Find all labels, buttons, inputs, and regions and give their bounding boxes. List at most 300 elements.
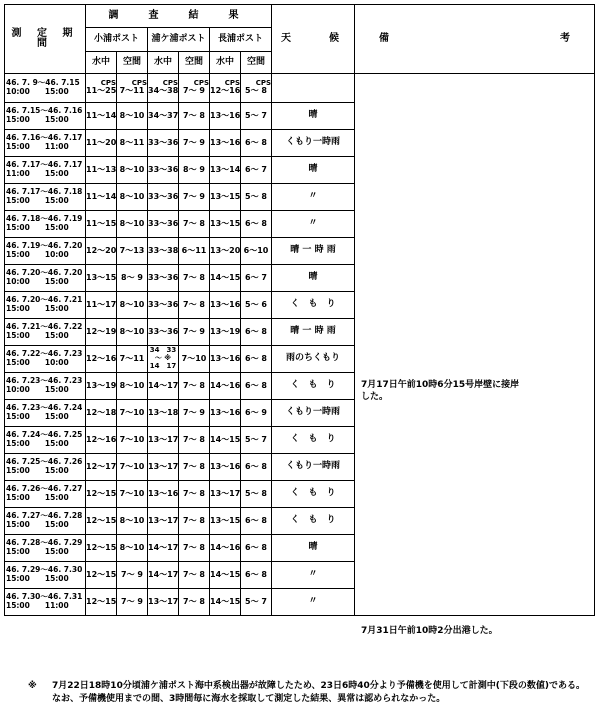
value-cell <box>117 535 148 562</box>
value-cell <box>210 481 241 508</box>
period-dates: 46. 7.17～46. 7.18 <box>6 187 83 197</box>
period-dates: 46. 7.22～46. 7.23 <box>6 349 83 359</box>
remark-berthing: 7月17日午前10時6分15号岸壁に接岸した。 <box>361 380 520 402</box>
value-cell <box>241 535 272 562</box>
period-cell <box>5 238 86 265</box>
value-text: 14～17 <box>148 569 179 579</box>
weather-cell: 晴 <box>272 157 355 184</box>
value-text: 14～16 <box>210 542 241 552</box>
value-cell <box>117 238 148 265</box>
value-cell <box>86 211 117 238</box>
unit-label: CPS <box>131 79 147 88</box>
period-cell <box>5 427 86 454</box>
value-text: 5～ 6 <box>245 299 267 309</box>
period-cell <box>5 130 86 157</box>
value-text: 14～15 <box>210 434 241 444</box>
value-cell <box>86 508 117 535</box>
header-post-uragaura: 浦ケ浦ポスト <box>148 28 210 52</box>
header-survey-results: 調 査 結 果 <box>86 5 272 28</box>
value-text: 12～16 <box>86 434 117 444</box>
value-text: 8～10 <box>119 299 145 309</box>
value-cell <box>148 74 179 103</box>
value-cell <box>148 346 179 373</box>
value-text: 7～ 8 <box>183 596 205 606</box>
period-times: 15:00 15:00 <box>6 223 69 232</box>
value-cell <box>241 74 272 103</box>
value-cell <box>241 157 272 184</box>
value-cell <box>117 481 148 508</box>
period-times: 10:00 15:00 <box>6 87 69 96</box>
value-cell <box>241 562 272 589</box>
weather-cell: くもり一時雨 <box>272 400 355 427</box>
value-text: 8～10 <box>119 326 145 336</box>
value-text: 6～ 8 <box>245 569 267 579</box>
period-cell <box>5 319 86 346</box>
unit-label: CPS <box>224 79 240 88</box>
value-cell <box>148 427 179 454</box>
value-text: 7～ 8 <box>183 434 205 444</box>
header-remarks-right: 考 <box>560 32 570 44</box>
value-text: 11～15 <box>86 218 117 228</box>
period-dates: 46. 7.25～46. 7.26 <box>6 457 83 467</box>
value-cell <box>148 211 179 238</box>
value-cell <box>241 184 272 211</box>
value-cell <box>179 508 210 535</box>
value-cell <box>148 265 179 292</box>
period-times: 15:00 15:00 <box>6 196 69 205</box>
weather-cell: 晴 <box>272 535 355 562</box>
period-dates: 46. 7.28～46. 7.29 <box>6 538 83 548</box>
value-cell <box>210 346 241 373</box>
value-text: 7～11 <box>119 353 145 363</box>
value-cell <box>241 454 272 481</box>
table-body <box>5 74 595 636</box>
weather-cell: く も り <box>272 292 355 319</box>
value-text: 14～16 <box>210 380 241 390</box>
value-text: 8～11 <box>119 137 145 147</box>
value-cell <box>179 454 210 481</box>
value-text: 7～ 8 <box>183 569 205 579</box>
value-cell <box>117 589 148 616</box>
value-text: 7～ 8 <box>183 218 205 228</box>
value-cell <box>241 481 272 508</box>
value-text: 13～16 <box>210 407 241 417</box>
value-cell <box>210 427 241 454</box>
value-cell <box>86 427 117 454</box>
value-text: 12～16 <box>86 353 117 363</box>
value-text: 12～18 <box>86 407 117 417</box>
value-text: 7～ 9 <box>121 596 143 606</box>
value-text: 13～16 <box>210 137 241 147</box>
footnote-text: 7月22日18時10分頃浦ケ浦ポスト海中系検出器が故障したため、23日6時40分より予備機を使用して計測中(下段の数値)である。なお、予備機使用までの間、3時間毎に海水を採取して測定した結果、異常は認められなかった。 <box>52 681 586 705</box>
value-cell <box>86 454 117 481</box>
value-cell <box>241 346 272 373</box>
value-cell <box>241 589 272 616</box>
value-cell <box>179 562 210 589</box>
header-sub-air-2: 空間 <box>179 52 210 74</box>
value-text: 13～16 <box>210 299 241 309</box>
period-cell <box>5 481 86 508</box>
remarks-cell <box>355 74 595 636</box>
period-cell <box>5 74 86 103</box>
value-cell <box>117 211 148 238</box>
weather-cell: く も り <box>272 508 355 535</box>
value-text: 6～ 8 <box>245 353 267 363</box>
value-cell <box>241 130 272 157</box>
weather-cell: く も り <box>272 373 355 400</box>
value-text: 7～ 8 <box>183 272 205 282</box>
period-times: 10:00 15:00 <box>6 277 69 286</box>
value-text: 13～17 <box>148 596 179 606</box>
value-cell <box>117 427 148 454</box>
value-cell <box>148 292 179 319</box>
split-value: 14 17 <box>149 361 177 370</box>
value-cell <box>210 211 241 238</box>
value-cell <box>210 184 241 211</box>
value-cell <box>117 184 148 211</box>
value-cell <box>179 400 210 427</box>
period-dates: 46. 7.24～46. 7.25 <box>6 430 83 440</box>
survey-table <box>4 4 595 636</box>
value-cell <box>241 319 272 346</box>
value-text: 14～15 <box>210 272 241 282</box>
header-period: 測 定 期 間 <box>5 5 86 74</box>
value-cell <box>148 508 179 535</box>
value-text: 6～ 8 <box>245 515 267 525</box>
period-dates: 46. 7.26～46. 7.27 <box>6 484 83 494</box>
period-dates: 46. 7.15～46. 7.16 <box>6 106 83 116</box>
value-cell <box>241 292 272 319</box>
period-dates: 46. 7.16～46. 7.17 <box>6 133 83 143</box>
value-text: 7～10 <box>119 461 145 471</box>
value-text: 7～13 <box>119 245 145 255</box>
value-text: 33～36 <box>148 137 179 147</box>
value-cell <box>117 454 148 481</box>
value-cell <box>179 103 210 130</box>
value-text: 11～14 <box>86 191 117 201</box>
period-times: 15:00 15:00 <box>6 439 69 448</box>
value-cell <box>148 454 179 481</box>
value-text: 7～ 9 <box>183 326 205 336</box>
value-cell <box>117 508 148 535</box>
period-cell <box>5 508 86 535</box>
value-text: 11～17 <box>86 299 117 309</box>
value-cell <box>179 211 210 238</box>
period-dates: 46. 7.20～46. 7.20 <box>6 268 83 278</box>
value-cell <box>86 481 117 508</box>
value-cell <box>86 319 117 346</box>
value-cell <box>117 346 148 373</box>
weather-cell: 晴 一 時 雨 <box>272 238 355 265</box>
value-cell <box>86 157 117 184</box>
header-remarks <box>355 5 595 74</box>
period-times: 15:00 10:00 <box>6 250 69 259</box>
value-cell <box>86 562 117 589</box>
period-dates: 46. 7.20～46. 7.21 <box>6 295 83 305</box>
value-cell <box>86 400 117 427</box>
value-cell <box>241 508 272 535</box>
table-row <box>5 74 595 103</box>
value-cell <box>210 373 241 400</box>
period-cell <box>5 157 86 184</box>
value-cell <box>241 211 272 238</box>
value-cell <box>210 562 241 589</box>
value-text: 8～ 9 <box>183 164 205 174</box>
value-text: 13～17 <box>148 461 179 471</box>
value-text: 13～15 <box>210 191 241 201</box>
weather-cell: 雨のちくもり <box>272 346 355 373</box>
value-text: 8～10 <box>119 515 145 525</box>
value-text: 7～ 9 <box>183 137 205 147</box>
value-cell <box>117 74 148 103</box>
period-dates: 46. 7. 9～46. 7.15 <box>6 78 80 88</box>
period-dates: 46. 7.18～46. 7.19 <box>6 214 83 224</box>
value-text: 7～ 8 <box>183 299 205 309</box>
value-text: 7～10 <box>181 353 207 363</box>
value-text: 14～15 <box>210 569 241 579</box>
value-text: 8～10 <box>119 110 145 120</box>
period-dates: 46. 7.23～46. 7.23 <box>6 376 83 386</box>
period-cell <box>5 211 86 238</box>
footnote <box>22 680 594 706</box>
value-cell <box>210 535 241 562</box>
value-cell <box>179 130 210 157</box>
value-text: 8～ 9 <box>121 272 143 282</box>
value-text: 7～ 8 <box>183 110 205 120</box>
period-cell <box>5 346 86 373</box>
weather-cell: 〃 <box>272 211 355 238</box>
period-cell <box>5 400 86 427</box>
remark-departure: 7月31日午前10時2分出港した。 <box>361 626 498 636</box>
value-cell <box>148 319 179 346</box>
period-cell <box>5 292 86 319</box>
value-text: 7～10 <box>119 407 145 417</box>
value-text: 7～10 <box>119 488 145 498</box>
period-times: 15:00 15:00 <box>6 520 69 529</box>
unit-label: CPS <box>255 79 271 88</box>
value-text: 8～10 <box>119 164 145 174</box>
value-text: 5～ 7 <box>245 596 267 606</box>
value-cell <box>86 103 117 130</box>
value-cell <box>148 238 179 265</box>
header-post-kora: 小浦ポスト <box>86 28 148 52</box>
value-text: 7～ 9 <box>121 569 143 579</box>
period-times: 15:00 15:00 <box>6 493 69 502</box>
value-cell <box>210 130 241 157</box>
value-text: 5～ 7 <box>245 110 267 120</box>
weather-cell: くもり一時雨 <box>272 130 355 157</box>
value-text: 33～36 <box>148 299 179 309</box>
period-cell <box>5 535 86 562</box>
period-times: 15:00 15:00 <box>6 574 69 583</box>
value-text: 7～ 8 <box>183 461 205 471</box>
split-value: 34 33 <box>149 346 177 355</box>
value-cell <box>148 184 179 211</box>
value-text: 6～ 8 <box>245 218 267 228</box>
value-text: 7～ 9 <box>183 191 205 201</box>
unit-label: CPS <box>100 79 116 88</box>
value-text: 34～38 <box>148 86 179 96</box>
value-text: 11～25 <box>86 86 117 96</box>
header-sub-water-2: 水中 <box>148 52 179 74</box>
value-text: 13～15 <box>210 515 241 525</box>
value-text: 7～ 9 <box>183 407 205 417</box>
value-cell <box>86 589 117 616</box>
value-text: 14～17 <box>148 380 179 390</box>
period-times: 15:00 15:00 <box>6 466 69 475</box>
period-dates: 46. 7.19～46. 7.20 <box>6 241 83 251</box>
value-text: 13～16 <box>210 353 241 363</box>
period-dates: 46. 7.30～46. 7.31 <box>6 592 83 602</box>
value-cell <box>210 292 241 319</box>
value-text: 6～ 8 <box>245 461 267 471</box>
value-cell <box>86 238 117 265</box>
value-text: 7～ 8 <box>183 380 205 390</box>
period-times: 15:00 15:00 <box>6 304 69 313</box>
period-cell <box>5 562 86 589</box>
value-cell <box>117 319 148 346</box>
value-cell <box>179 265 210 292</box>
value-text: 8～10 <box>119 218 145 228</box>
weather-cell: 〃 <box>272 589 355 616</box>
value-cell <box>210 74 241 103</box>
period-cell <box>5 184 86 211</box>
value-cell <box>117 265 148 292</box>
value-text: 7～ 8 <box>183 542 205 552</box>
value-cell <box>210 319 241 346</box>
weather-cell <box>272 74 355 103</box>
value-text: 33～36 <box>148 272 179 282</box>
value-text: 12～15 <box>86 569 117 579</box>
value-text: 12～15 <box>86 542 117 552</box>
period-dates: 46. 7.29～46. 7.30 <box>6 565 83 575</box>
period-dates: 46. 7.21～46. 7.22 <box>6 322 83 332</box>
value-cell <box>241 103 272 130</box>
value-cell <box>241 373 272 400</box>
period-times: 10:00 15:00 <box>6 385 69 394</box>
value-text: 12～15 <box>86 515 117 525</box>
value-cell <box>179 157 210 184</box>
value-text: 11～20 <box>86 137 117 147</box>
value-text: 12～17 <box>86 461 117 471</box>
weather-cell: 晴 <box>272 103 355 130</box>
value-text: 8～10 <box>119 191 145 201</box>
value-text: 33～36 <box>148 191 179 201</box>
period-cell <box>5 589 86 616</box>
value-cell <box>210 103 241 130</box>
value-text: 13～16 <box>210 461 241 471</box>
value-text: 11～13 <box>86 164 117 174</box>
value-cell <box>86 373 117 400</box>
value-text: 13～16 <box>148 488 179 498</box>
value-text: 13～15 <box>86 272 117 282</box>
weather-cell: 〃 <box>272 184 355 211</box>
header-sub-water-3: 水中 <box>210 52 241 74</box>
value-text: 13～18 <box>148 407 179 417</box>
value-text: 7～ 9 <box>183 86 205 96</box>
value-cell <box>179 427 210 454</box>
value-text: 5～ 8 <box>245 488 267 498</box>
value-text: 12～20 <box>86 245 117 255</box>
value-text: 5～ 7 <box>245 434 267 444</box>
value-text: 13～17 <box>210 488 241 498</box>
value-cell <box>210 157 241 184</box>
value-text: 7～ 8 <box>183 488 205 498</box>
value-text: 11～14 <box>86 110 117 120</box>
value-cell <box>148 481 179 508</box>
value-text: 12～15 <box>86 488 117 498</box>
period-times: 15:00 11:00 <box>6 601 69 610</box>
value-cell <box>148 157 179 184</box>
value-text: 33～36 <box>148 218 179 228</box>
value-cell <box>148 373 179 400</box>
value-cell <box>148 562 179 589</box>
value-cell <box>86 535 117 562</box>
period-times: 15:00 15:00 <box>6 115 69 124</box>
value-text: 7～10 <box>119 434 145 444</box>
value-cell <box>86 74 117 103</box>
value-text: 13～19 <box>86 380 117 390</box>
value-text: 13～20 <box>210 245 241 255</box>
value-cell <box>179 292 210 319</box>
value-cell <box>241 238 272 265</box>
period-times: 15:00 15:00 <box>6 331 69 340</box>
value-text: 7～11 <box>119 86 145 96</box>
unit-label: CPS <box>193 79 209 88</box>
period-times: 15:00 10:00 <box>6 358 69 367</box>
value-cell <box>210 454 241 481</box>
period-dates: 46. 7.17～46. 7.17 <box>6 160 83 170</box>
value-cell <box>210 589 241 616</box>
value-cell <box>86 265 117 292</box>
value-cell <box>86 184 117 211</box>
value-cell <box>179 535 210 562</box>
value-text: 13～17 <box>148 515 179 525</box>
value-text: 8～10 <box>119 542 145 552</box>
header-remarks-left: 備 <box>379 32 389 44</box>
period-times: 15:00 15:00 <box>6 412 69 421</box>
weather-cell: く も り <box>272 481 355 508</box>
weather-cell: く も り <box>272 427 355 454</box>
value-cell <box>179 373 210 400</box>
value-text: 6～ 8 <box>245 380 267 390</box>
value-text: 6～ 7 <box>245 164 267 174</box>
value-cell <box>117 400 148 427</box>
value-text: 33～36 <box>148 326 179 336</box>
period-cell <box>5 373 86 400</box>
period-times: 15:00 11:00 <box>6 142 69 151</box>
value-text: 12～16 <box>210 86 241 96</box>
value-cell <box>117 562 148 589</box>
split-value: ～ ※ <box>154 354 172 363</box>
value-cell <box>241 265 272 292</box>
value-text: 5～ 8 <box>245 86 267 96</box>
value-cell <box>148 103 179 130</box>
value-text: 6～10 <box>243 245 269 255</box>
value-text: 7～ 8 <box>183 515 205 525</box>
value-text: 12～15 <box>86 596 117 606</box>
value-cell <box>148 589 179 616</box>
period-times: 11:00 15:00 <box>6 169 69 178</box>
value-text: 33～38 <box>148 245 179 255</box>
header-weather: 天 候 <box>272 5 355 74</box>
value-text: 8～10 <box>119 380 145 390</box>
weather-cell: 晴 一 時 雨 <box>272 319 355 346</box>
value-cell <box>117 373 148 400</box>
value-text: 5～ 8 <box>245 191 267 201</box>
value-text: 13～17 <box>148 434 179 444</box>
value-text: 12～19 <box>86 326 117 336</box>
